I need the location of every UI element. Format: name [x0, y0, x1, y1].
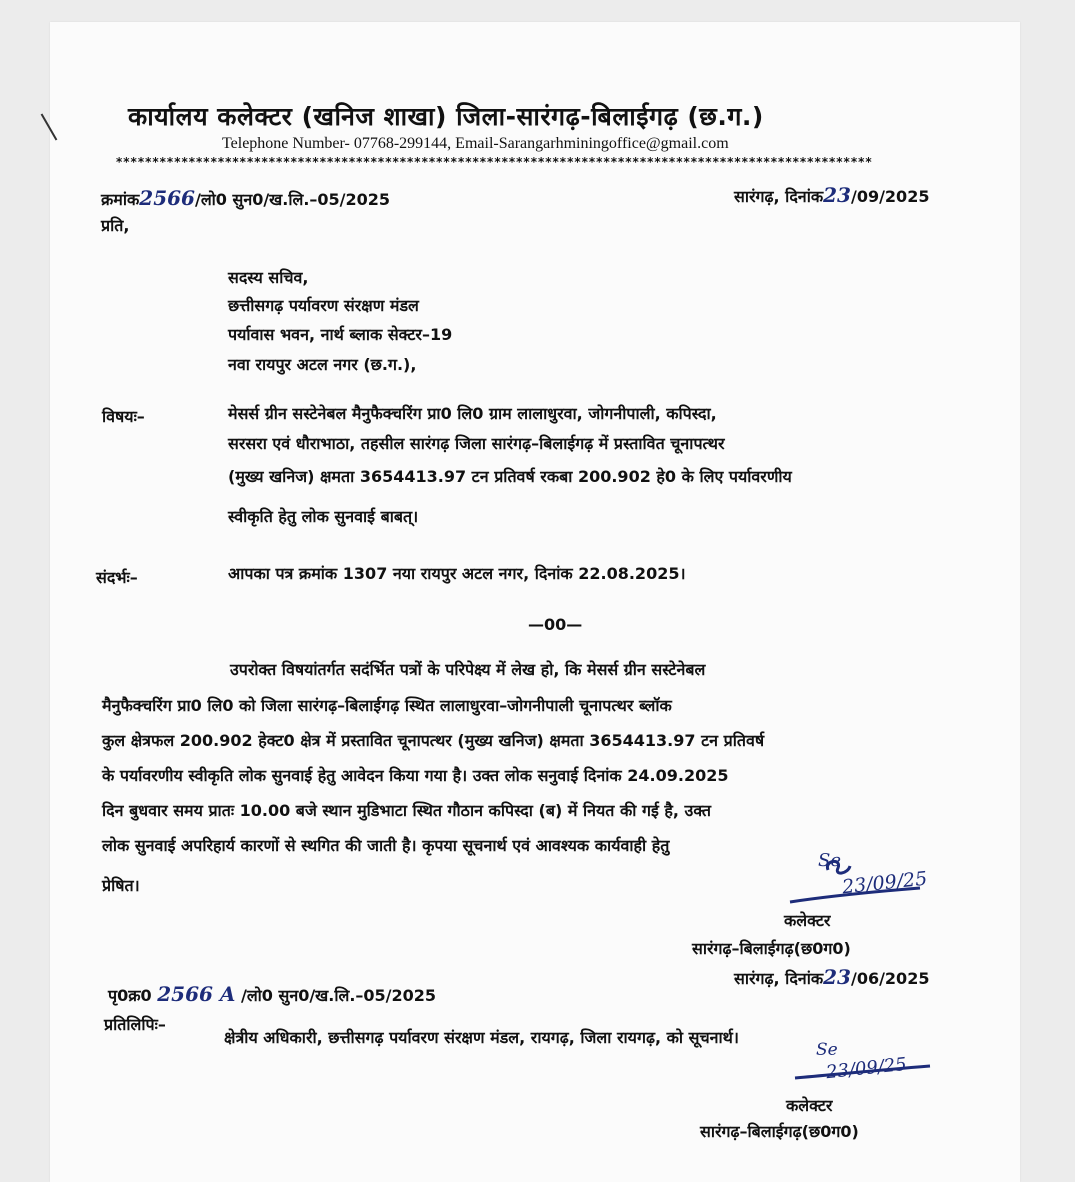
body-line: प्रेषित। [102, 876, 140, 895]
copy-recipient: क्षेत्रीय अधिकारी, छत्तीसगढ़ पर्यावरण संरक्षण मंडल, रायगढ़, जिला रायगढ़, को सूचनार्थ। [224, 1028, 739, 1047]
subject-line: (मुख्य खनिज) क्षमता 3654413.97 टन प्रतिवर्ष रकबा 200.902 हे0 के लिए पर्यावरणीय [228, 467, 792, 486]
body-line: लोक सुनवाई अपरिहार्य कारणों से स्थगित की जाती है। कृपया सूचनार्थ एवं आवश्यक कार्यवाही हेतु [102, 836, 670, 855]
copy-label: प्रतिलिपिः– [104, 1015, 166, 1034]
recipient-line: छत्तीसगढ़ पर्यावरण संरक्षण मंडल [228, 296, 419, 315]
body-line: के पर्यावरणीय स्वीकृति लोक सुनवाई हेतु आवेदन किया गया है। उक्त लोक सनुवाई दिनांक 24.09.2025 [102, 766, 729, 785]
subject-label: विषयः– [102, 407, 145, 426]
body-line-first [230, 658, 995, 680]
date-prefix: सारंगढ़, दिनांक [734, 969, 824, 988]
date-suffix: /06/2025 [850, 969, 930, 988]
signature-date: 23/09/25 [841, 867, 929, 899]
signature-initials: Se [818, 850, 841, 871]
signatory-district: सारंगढ़–बिलाईगढ़(छ0ग0) [700, 1122, 859, 1141]
reference-text: आपका पत्र क्रमांक 1307 नया रायपुर अटल नगर, दिनांक 22.08.2025। [228, 564, 686, 583]
divider-mark: —00— [528, 615, 583, 634]
ref-number-handwritten: 2566 [139, 186, 195, 210]
recipient-line: नवा रायपुर अटल नगर (छ.ग.), [228, 355, 417, 374]
copy-reference [108, 982, 436, 1006]
to-label: प्रति, [101, 216, 130, 235]
body-line: दिन बुधवार समय प्रातः 10.00 बजे स्थान मुडिभाटा स्थित गौठान कपिस्दा (ब) में नियत की गई है, उक्त [102, 801, 712, 820]
recipient-line: सदस्य सचिव, [228, 268, 309, 287]
reference-label: संदर्भः– [96, 568, 138, 587]
letter-place-date [734, 183, 929, 207]
ref-prefix: क्रमांक [101, 190, 140, 209]
date-handwritten: 23 [823, 965, 851, 989]
signature-date: 23/09/25 [825, 1053, 908, 1084]
letter-reference [101, 186, 390, 210]
header-separator: ******************************************************************************************************** [116, 155, 873, 169]
body-line-text: उपरोक्त विषयांतर्गत सदंर्भित पत्रों के परिपेक्ष्य में लेख हो, कि मेसर्स ग्रीन सस्टेनेबल [230, 660, 706, 679]
ref-suffix: /लो0 सुन0/ख.लि.–05/2025 [194, 190, 391, 209]
office-title: कार्यालय कलेक्टर (खनिज शाखा) जिला-सारंगढ़-बिलाईगढ़ (छ.ग.) [128, 102, 764, 131]
recipient-line: पर्यावास भवन, नार्थ ब्लाक सेक्टर–19 [228, 325, 453, 344]
copy-ref-suffix: /लो0 सुन0/ख.लि.–05/2025 [240, 986, 437, 1005]
signatory-title: कलेक्टर [784, 911, 831, 930]
signature-initials: Se [816, 1040, 838, 1060]
subject-line: स्वीकृति हेतु लोक सुनवाई बाबत्। [228, 507, 419, 526]
body-line: मैनुफैक्चरिंग प्रा0 लि0 को जिला सारंगढ़–बिलाईगढ़ स्थित लालाधुरवा–जोगनीपाली चूनापत्थर ब्लॉक [102, 696, 672, 715]
date-handwritten: 23 [823, 183, 851, 207]
body-line: कुल क्षेत्रफल 200.902 हेक्ट0 क्षेत्र में प्रस्तावित चूनापत्थर (मुख्य खनिज) क्षमता 3654413.97 टन प्रतिवर्ष [102, 731, 765, 750]
signatory-district: सारंगढ़–बिलाईगढ़(छ0ग0) [692, 939, 851, 958]
subject-line: सरसरा एवं धौराभाठा, तहसील सारंगढ़ जिला सारंगढ़–बिलाईगढ़ में प्रस्तावित चूनापत्थर [228, 434, 725, 453]
date-prefix: सारंगढ़, दिनांक [734, 187, 824, 206]
signatory-title: कलेक्टर [786, 1096, 833, 1115]
subject-line: मेसर्स ग्रीन सस्टेनेबल मैनुफैक्चरिंग प्रा0 लि0 ग्राम लालाधुरवा, जोगनीपाली, कपिस्दा, [228, 404, 717, 423]
date-suffix: /09/2025 [850, 187, 930, 206]
contact-line: Telephone Number- 07768-299144, Email-Sarangarhminingoffice@gmail.com [222, 135, 729, 152]
signature-place-date [734, 965, 929, 989]
copy-ref-prefix: पृ0क्र0 [108, 986, 152, 1005]
copy-ref-handwritten: 2566 A [157, 982, 236, 1006]
